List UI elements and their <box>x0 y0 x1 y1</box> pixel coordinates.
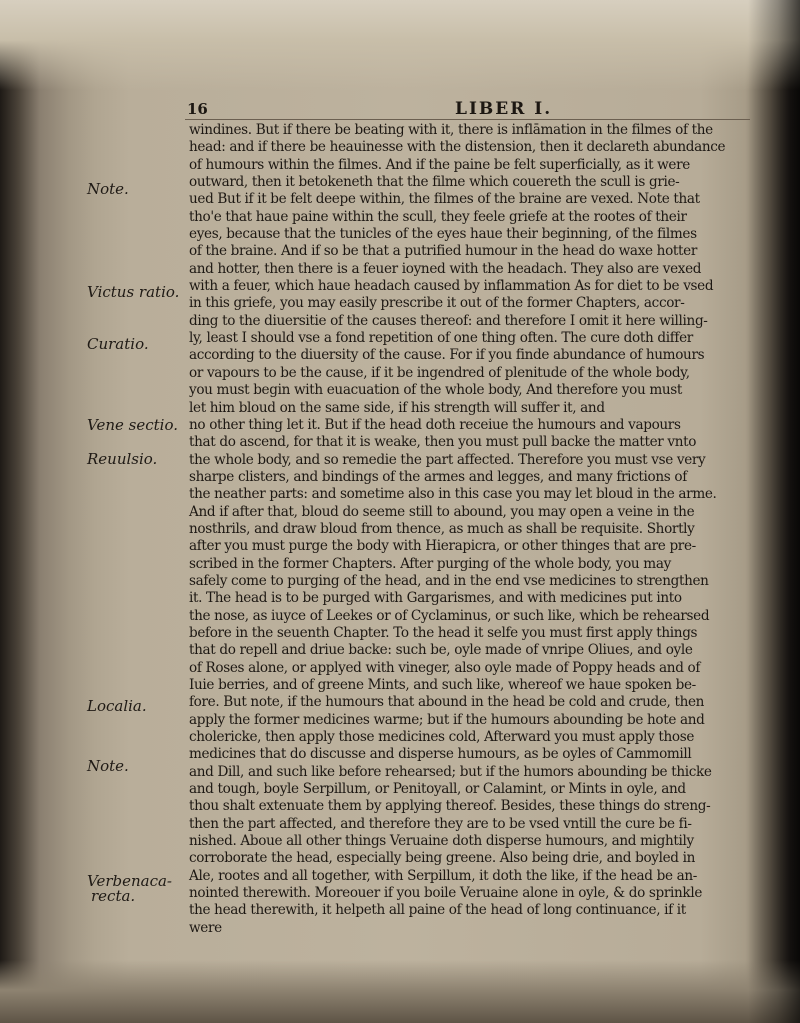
body-line: windines. But if there be beating with it, there is inflāmation in the filmes of the <box>189 122 713 138</box>
body-line: and tough, boyle Serpillum, or Penitoyall, or Calamint, or Mints in oyle, and <box>189 781 686 798</box>
body-line: and Dill, and such like before rehearsed; but if the humors abounding be thicke <box>189 763 712 780</box>
body-line: of Roses alone, or applyed with vineger, also oyle made of Poppy heads and of <box>189 659 701 676</box>
body-line: Ale, rootes and all together, with Serpillum, it doth the like, if the head be an- <box>189 867 698 884</box>
body-line: that do repell and driue backe: such be, oyle made of vnripe Oliues, and oyle <box>189 642 693 659</box>
body-line: the neather parts: and sometime also in this case you may let bloud in the arme. <box>189 486 717 503</box>
body-line: according to the diuersity of the cause. For if you finde abundance of humours <box>189 347 705 364</box>
body-line: the whole body, and so remedie the part affected. Therefore you must vse very <box>189 451 706 468</box>
body-line: it. The head is to be purged with Gargarismes, and with medicines put into <box>189 590 682 607</box>
margin-note-curatio: Curatio. <box>87 335 149 353</box>
body-line: with a feuer, which haue headach caused by inflammation As for diet to be vsed <box>189 278 714 295</box>
margin-note-note-2: Note. <box>87 757 129 775</box>
margin-note-note-1: Note. <box>87 180 129 198</box>
body-line: And if after that, bloud do seeme still to abound, you may open a veine in the <box>189 503 695 520</box>
body-line: eyes, because that the tunicles of the eyes haue their beginning, of the filmes <box>189 226 697 243</box>
body-line: head: and if there be heauinesse with the distension, then it declareth abundance <box>189 139 726 156</box>
margin-note-reuulsio: Reuulsio. <box>87 450 158 468</box>
margin-note-localia: Localia. <box>87 697 147 715</box>
body-line: cholericke, then apply those medicines cold, Afterward you must apply those <box>189 729 695 746</box>
body-line: fore. But note, if the humours that abound in the head be cold and crude, then <box>189 694 705 711</box>
body-line: nointed therewith. Moreouer if you boile Veruaine alone in oyle, & do sprinkle <box>189 885 703 902</box>
body-line: let him bloud on the same side, if his strength will suffer it, and <box>189 399 605 416</box>
body-line: were <box>189 919 222 936</box>
body-line: safely come to purging of the head, and in the end vse medicines to strengthen <box>189 572 709 589</box>
body-line: apply the former medicines warme; but if the humours abounding be hote and <box>189 711 705 728</box>
body-line: Iuie berries, and of greene Mints, and such like, whereof we haue spoken be- <box>189 677 696 693</box>
body-line: or vapours to be the cause, if it be ingendred of plenitude of the whole body, <box>189 364 690 381</box>
body-line: the head therewith, it helpeth all paine of the head of long continuance, if it <box>189 902 686 919</box>
body-line: in this griefe, you may easily prescribe it out of the former Chapters, accor- <box>189 295 685 312</box>
body-line: tho'e that haue paine within the scull, they feele griefe at the rootes of their <box>189 208 687 225</box>
body-line: after you must purge the body with Hierapicra, or other thinges that are pre- <box>189 538 696 555</box>
body-line: corroborate the head, especially being greene. Also being drie, and boyled in <box>189 850 696 867</box>
body-line: then the part affected, and therefore they are to be vsed vntill the cure be fi- <box>189 815 692 832</box>
body-line: nished. Aboue all other things Veruaine doth disperse humours, and mightily <box>189 833 694 850</box>
body-line: before in the seuenth Chapter. To the head it selfe you must first apply things <box>189 624 698 641</box>
margin-note-vene-sectio: Vene sectio. <box>87 416 178 434</box>
margin-note-verbenaca <box>87 874 172 904</box>
body-line: the nose, as iuyce of Leekes or of Cyclaminus, or such like, which be rehearsed <box>189 607 710 624</box>
body-line: no other thing let it. But if the head doth receiue the humours and vapours <box>189 416 681 433</box>
body-line: and hotter, then there is a feuer ioyned with the headach. They also are vexed <box>189 260 702 277</box>
margin-note-verbenaca-line1: Verbenaca- <box>87 872 172 890</box>
header-rule <box>185 119 750 120</box>
body-line: ly, least I should vse a fond repetition of one thing often. The cure doth differ <box>189 330 693 347</box>
body-line: outward, then it betokeneth that the filme which couereth the scull is grie- <box>189 174 680 191</box>
body-line: of humours within the filmes. And if the paine be felt superficially, as it were <box>189 156 690 173</box>
body-line: ding to the diuersitie of the causes thereof: and therefore I omit it here willing- <box>189 312 708 329</box>
body-text <box>189 122 747 937</box>
body-line: nosthrils, and draw bloud from thence, as much as shall be requisite. Shortly <box>189 520 695 537</box>
body-line: medicines that do discusse and disperse humours, as be oyles of Cammomill <box>189 746 692 763</box>
margin-note-victus-ratio: Victus ratio. <box>87 283 180 301</box>
body-line: ued But if it be felt deepe within, the filmes of the braine are vexed. Note that <box>189 191 700 208</box>
body-line: thou shalt extenuate them by applying thereof. Besides, these things do streng- <box>189 798 711 815</box>
body-line: sharpe clisters, and bindings of the armes and legges, and many frictions of <box>189 468 687 485</box>
margin-note-verbenaca-line2: recta. <box>91 887 136 905</box>
body-line: scribed in the former Chapters. After purging of the whole body, you may <box>189 555 671 572</box>
body-line: of the braine. And if so be that a putrified humour in the head do waxe hotter <box>189 243 697 260</box>
body-line: you must begin with euacuation of the whole body, And therefore you must <box>189 382 683 399</box>
running-head: LIBER I. <box>455 99 553 119</box>
page-number: 16 <box>187 100 208 118</box>
body-line: that do ascend, for that it is weake, then you must pull backe the matter vnto <box>189 434 697 451</box>
